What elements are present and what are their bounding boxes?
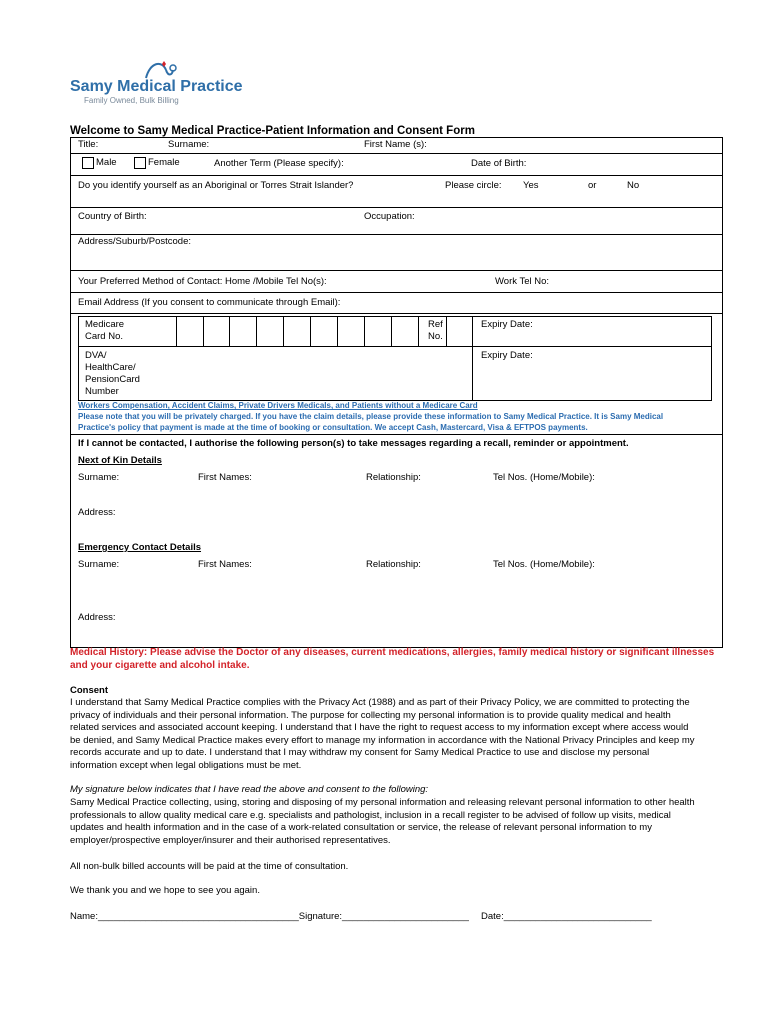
ref-label-2: No. <box>428 331 443 342</box>
ec-first-names-label: First Names: <box>198 559 252 570</box>
male-checkbox[interactable] <box>82 157 94 169</box>
ec-address-label: Address: <box>78 612 116 623</box>
authorise-statement: If I cannot be contacted, I authorise the following person(s) to take messages regarding a recall, reminder or appointment. <box>78 438 629 449</box>
nok-tel-label: Tel Nos. (Home/Mobile): <box>493 472 595 483</box>
dva-label-4: Number <box>85 386 119 397</box>
next-of-kin-heading: Next of Kin Details <box>78 455 162 466</box>
yes-option[interactable]: Yes <box>523 180 539 191</box>
signature-statement: My signature below indicates that I have read the above and consent to the following: <box>70 784 429 795</box>
medical-history-note-1: Medical History: Please advise the Doctor of any diseases, current medications, allergies, family medical history or significant illnesses <box>70 647 715 658</box>
dva-label-3: PensionCard <box>85 374 140 385</box>
nok-first-names-label: First Names: <box>198 472 252 483</box>
logo-name: Samy Medical Practice <box>70 78 243 95</box>
name-signature-field[interactable]: Name:______________________________________Signature:________________________ <box>70 911 469 922</box>
surname-label: Surname: <box>168 139 210 150</box>
workers-comp-note-1: Please note that you will be privately charged. If you have the claim details, please provide these information to Samy Medical Practice. It is Samy Medical <box>78 412 664 421</box>
please-circle-label: Please circle: <box>445 180 502 191</box>
female-label: Female <box>148 157 180 168</box>
or-label: or <box>588 180 597 191</box>
ref-label-1: Ref <box>428 319 443 330</box>
workers-comp-note-2: Practice's policy that payment is made at the time of booking or consultation. We accept Cash, Mastercard, Visa & EFTPOS payments. <box>78 423 588 432</box>
email-label: Email Address (If you consent to communicate through Email): <box>78 297 341 308</box>
dva-label-2: HealthCare/ <box>85 362 136 373</box>
medical-history-note-2: and your cigarette and alcohol intake. <box>70 660 250 671</box>
female-checkbox[interactable] <box>134 157 146 169</box>
work-tel-label: Work Tel No: <box>495 276 550 287</box>
first-name-label: First Name (s): <box>364 139 427 150</box>
dva-label-1: DVA/ <box>85 350 107 361</box>
emergency-contact-heading: Emergency Contact Details <box>78 542 202 553</box>
nok-address-label: Address: <box>78 507 116 518</box>
dva-expiry-label: Expiry Date: <box>481 350 533 361</box>
preferred-contact-label: Your Preferred Method of Contact: Home /Mobile Tel No(s): <box>78 276 327 287</box>
date-field[interactable]: Date:____________________________ <box>481 911 652 922</box>
aboriginal-question: Do you identify yourself as an Aboriginal or Torres Strait Islander? <box>78 180 354 191</box>
nok-surname-label: Surname: <box>78 472 120 483</box>
medicare-label-1: Medicare <box>85 319 125 330</box>
address-label: Address/Suburb/Postcode: <box>78 236 192 247</box>
country-of-birth-label: Country of Birth: <box>78 211 147 222</box>
ec-tel-label: Tel Nos. (Home/Mobile): <box>493 559 595 570</box>
male-label: Male <box>96 157 117 168</box>
consent-list-paragraph: Samy Medical Practice collecting, using, storing and disposing of my personal information and releasing relevant personal information to other health professionals to allow quality medical care e.g. specialists and pathologist, inclusion in a recall register to be advised of follow up visits, medical updates and health information and in the case of a work-related consultation or service, the release of relevant personal information to my employer/prospective employer/insurer and their authorised representatives. <box>70 797 695 846</box>
dob-label: Date of Birth: <box>471 158 527 169</box>
form-title: Welcome to Samy Medical Practice-Patient Information and Consent Form <box>70 125 475 137</box>
consent-heading: Consent <box>70 685 108 696</box>
nok-relationship-label: Relationship: <box>366 472 421 483</box>
medicare-label-2: Card No. <box>85 331 124 342</box>
logo-tagline: Family Owned, Bulk Billing <box>84 96 179 105</box>
occupation-label: Occupation: <box>364 211 415 222</box>
ec-surname-label: Surname: <box>78 559 120 570</box>
medicare-grid <box>78 316 712 401</box>
ec-relationship-label: Relationship: <box>366 559 421 570</box>
thank-you-statement: We thank you and we hope to see you again. <box>70 885 260 896</box>
no-option[interactable]: No <box>627 180 640 191</box>
consent-paragraph: I understand that Samy Medical Practice complies with the Privacy Act (1988) and as part of their Privacy Policy, we are committed to protecting the privacy of individuals and their personal information. The purpose for collecting my personal information is to provide quality medical and health related services and associated account keeping. I understand that I have the right to request access to my information except where access would be denied, and Samy Medical Practice makes every effort to manage my information in accordance with the National Privacy Principles and keep my records accurate and up to date. I understand that I may withdraw my consent for Samy Medical Practice to use and disclose my personal information except when legal obligations must be met. <box>70 697 695 771</box>
workers-comp-heading: Workers Compensation, Accident Claims, Private Drivers Medicals, and Patients without a Medicare Card <box>78 401 478 410</box>
medicare-expiry-label: Expiry Date: <box>481 319 533 330</box>
another-term-label: Another Term (Please specify): <box>214 158 344 169</box>
title-label: Title: <box>78 139 99 150</box>
billing-statement: All non-bulk billed accounts will be paid at the time of consultation. <box>70 861 349 872</box>
